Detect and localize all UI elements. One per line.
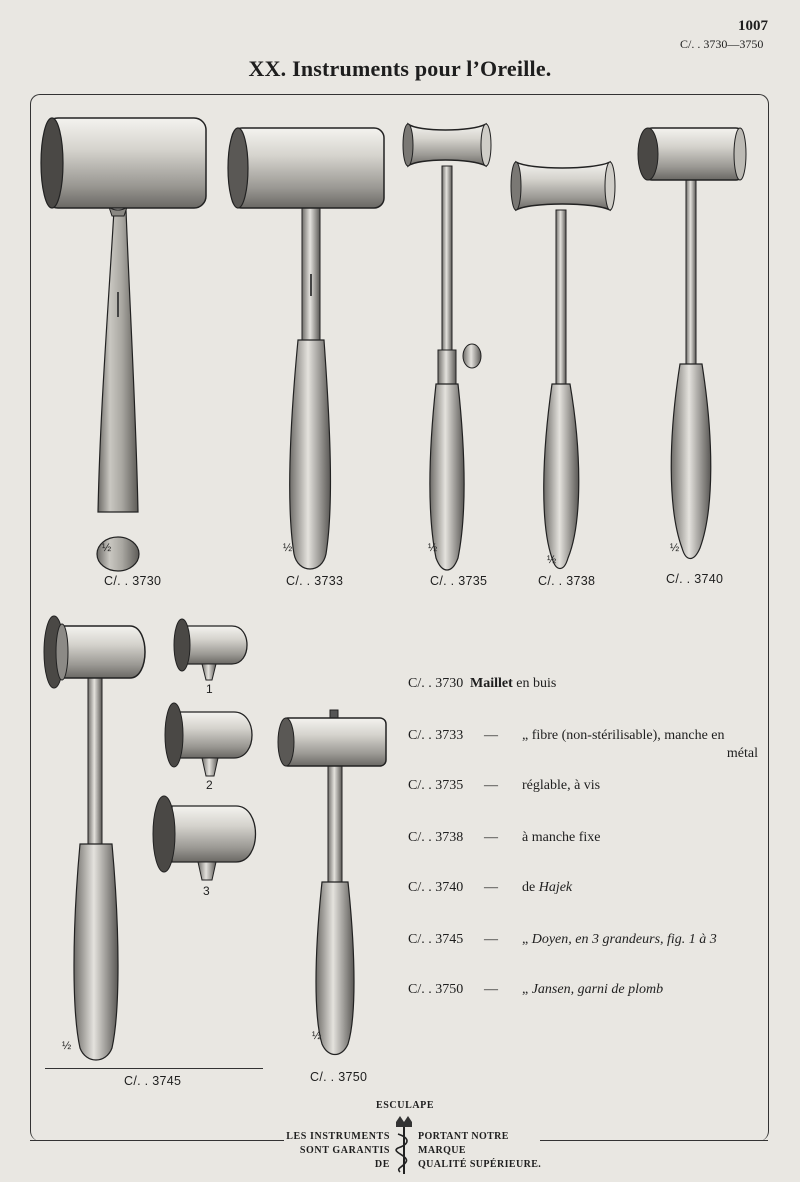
- head-figure-1-illustration: [170, 616, 252, 686]
- description-code: C/. . 3735: [408, 778, 464, 793]
- description-text-extra: Jansen, garni de plomb: [531, 982, 664, 997]
- group-3745-rule: [45, 1068, 263, 1069]
- code-label-3738: C/. . 3738: [538, 574, 596, 588]
- description-code: C/. . 3745: [408, 932, 464, 947]
- catalog-range: C/. . 3730—3750: [680, 37, 764, 51]
- instrument-3740-illustration: [636, 120, 748, 566]
- head-figure-2-illustration: [162, 700, 258, 782]
- instrument-3730-illustration: [38, 112, 208, 574]
- description-text: „ fibre (non-stérilisable), manche en: [522, 728, 725, 743]
- description-dash: —: [484, 982, 498, 997]
- description-code: C/. . 3740: [408, 880, 464, 895]
- description-code: C/. . 3730: [408, 676, 464, 691]
- instrument-3733-illustration: [226, 124, 388, 574]
- code-label-3735: C/. . 3735: [430, 574, 488, 588]
- instrument-3735-illustration: [402, 118, 494, 574]
- description-text-extra: Doyen, en 3 grandeurs, fig. 1 à 3: [531, 932, 717, 947]
- guarantee-right-line-1: PORTANT NOTRE MARQUE: [418, 1131, 509, 1156]
- brand-name: ESCULAPE: [376, 1100, 435, 1111]
- scale-mark-3738: ½: [547, 554, 557, 566]
- scale-mark-3740: ½: [670, 542, 680, 554]
- description-dash: —: [484, 932, 498, 947]
- instrument-3745-illustration: [40, 612, 152, 1066]
- description-code: C/. . 3738: [408, 830, 464, 845]
- description-dash: —: [484, 778, 498, 793]
- instrument-3750-illustration: [276, 708, 392, 1060]
- head-figure-1-label: 1: [206, 682, 213, 696]
- scale-mark-3735: ½: [428, 542, 438, 554]
- description-text-extra: Hajek: [538, 880, 573, 895]
- frame-bottom-rule-left: [30, 1140, 284, 1141]
- scale-mark-3745: ½: [62, 1040, 72, 1052]
- description-continuation: métal: [726, 746, 758, 761]
- description-code: C/. . 3750: [408, 982, 464, 997]
- code-label-3740: C/. . 3740: [666, 572, 724, 586]
- code-label-3750: C/. . 3750: [310, 1070, 368, 1084]
- guarantee-right-line-2: QUALITÉ SUPÉRIEURE.: [418, 1159, 542, 1170]
- head-figure-2-label: 2: [206, 778, 213, 792]
- description-text-extra: en buis: [516, 676, 557, 691]
- guarantee-left-line-2: SONT GARANTIS DE: [299, 1145, 390, 1170]
- guarantee-text-left: [282, 1130, 390, 1172]
- description-text: réglable, à vis: [522, 778, 601, 793]
- instrument-3738-illustration: [510, 154, 616, 574]
- scale-mark-3733: ½: [283, 542, 293, 554]
- description-text: à manche fixe: [522, 830, 601, 845]
- description-text: „: [522, 932, 529, 947]
- description-code: C/. . 3733: [408, 728, 464, 743]
- caduceus-logo-icon: [392, 1114, 416, 1176]
- description-text: de: [522, 880, 536, 895]
- guarantee-text-right: [418, 1130, 542, 1172]
- head-figure-3-illustration: [150, 792, 262, 886]
- guarantee-left-line-1: LES INSTRUMENTS: [286, 1131, 390, 1142]
- code-label-3730: C/. . 3730: [104, 574, 162, 588]
- code-label-3745: C/. . 3745: [124, 1074, 182, 1088]
- page-title: XX. Instruments pour l’Oreille.: [248, 56, 552, 81]
- code-label-3733: C/. . 3733: [286, 574, 344, 588]
- frame-bottom-rule-right: [540, 1140, 768, 1141]
- scale-mark-3750: ½: [312, 1030, 322, 1042]
- description-dash: —: [484, 830, 498, 845]
- description-text: „: [522, 982, 529, 997]
- description-dash: —: [484, 880, 498, 895]
- description-dash: —: [484, 728, 498, 743]
- head-figure-3-label: 3: [203, 884, 210, 898]
- scale-mark-3730: ½: [102, 542, 112, 554]
- page-number: 1007: [738, 18, 768, 34]
- description-text: Maillet: [470, 676, 513, 691]
